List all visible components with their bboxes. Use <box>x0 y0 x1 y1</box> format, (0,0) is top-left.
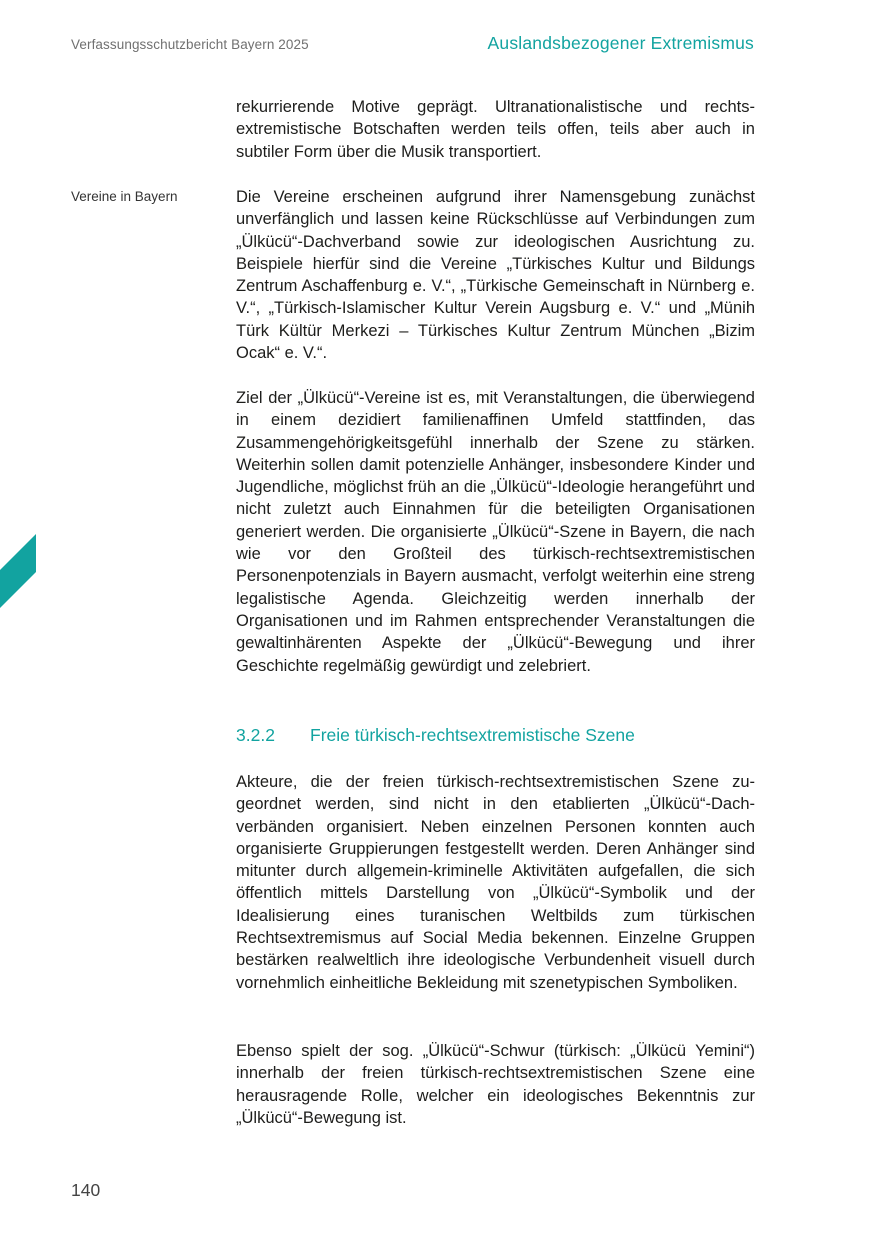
body-paragraph-4: Akteure, die der freien türkisch-rechtsextremistischen Szene zugeordnet werden, sind nicht in den etablierten „Ülkücü“-Dachverbänden organisiert. Neben einzelnen Personen konnten auch organisierte Gruppierungen festgestellt werden. Deren Anhänger sind mitunter durch allgemein-kriminelle Aktivitäten aufgefallen, die sich öffentlich mittels Darstellung von „Ülkücü“-Symbolik und der Idealisierung eines turanischen Weltbilds zum türkischen Rechtsextremismus auf Social Media bekennen. Einzelne Gruppen bestärken realweltlich ihre ideologische Verbundenheit visuell durch vornehmlich einheitliche Bekleidung mit szenetypischen Symboliken. <box>236 773 755 992</box>
chapter-tab-marker <box>0 534 36 608</box>
section-title: Freie türkisch-rechtsextremistische Szene <box>310 725 635 745</box>
body-paragraph-2: Die Vereine erscheinen aufgrund ihrer Namensgebung zunächst unverfänglich und lassen keine Rückschlüsse auf Verbindungen zum „Ülkücü“-Dachverband sowie zur ideologischen Ausrichtung zu. Beispiele hierfür sind die Vereine „Türkisches Kultur und Bildungs Zentrum Aschaffenburg e. V.“, „Türkische Gemeinschaft in Nürnberg e. V.“, „Türkisch-Islamischer Kultur Verein Augsburg e. V.“ und „Münih Türk Kültür Merkezi – Türkisches Kultur Zentrum München „Bizim Ocak“ e. V.“. <box>236 188 755 363</box>
body-paragraph-5: Ebenso spielt der sog. „Ülkücü“-Schwur (türkisch: „Ülkücü Yemini“) innerhalb der freien türkisch-rechtsextremistischen Szene eine herausragende Rolle, welcher ein ideologisches Bekenntnis zur „Ülkücü“-Bewegung ist. <box>236 1042 755 1127</box>
margin-note-vereine-in-bayern: Vereine in Bayern <box>71 189 178 204</box>
section-heading <box>236 725 635 746</box>
section-number: 3.2.2 <box>236 725 275 745</box>
page-number: 140 <box>71 1180 101 1200</box>
body-paragraph-3: Ziel der „Ülkücü“-Vereine ist es, mit Veranstaltungen, die überwiegend in einem dezidiert familienaffinen Umfeld stattfinden, das Zusammengehörigkeitsgefühl innerhalb der Szene zu stärken. Weiterhin sollen damit potenzielle Anhänger, insbesondere Kinder und Jugendliche, möglichst früh an die „Ülkücü“-Ideologie herangeführt und nicht zuletzt auch Einnahmen für die beteiligten Organisationen generiert werden. Die organisierte „Ülkücü“-Szene in Bayern, die nach wie vor den Großteil des türkisch-rechtsextremistischen Personenpotenzials in Bayern ausmacht, verfolgt weiterhin eine streng legalistische Agenda. Gleichzeitig werden innerhalb der Organisationen und im Rahmen entsprechender Veranstaltungen die gewaltinhärenten Aspekte der „Ülkücü“-Bewegung und ihrer Geschichte regelmäßig gewürdigt und zelebriert. <box>236 389 755 675</box>
running-header-publication: Verfassungsschutzbericht Bayern 2025 <box>71 37 309 52</box>
body-paragraph-1: rekurrierende Motive geprägt. Ultranationalistische und rechtsextremistische Botschaften werden teils offen, teils aber auch in subtiler Form über die Musik transportiert. <box>236 98 755 161</box>
running-header-chapter: Auslandsbezogener Extremismus <box>487 33 754 53</box>
